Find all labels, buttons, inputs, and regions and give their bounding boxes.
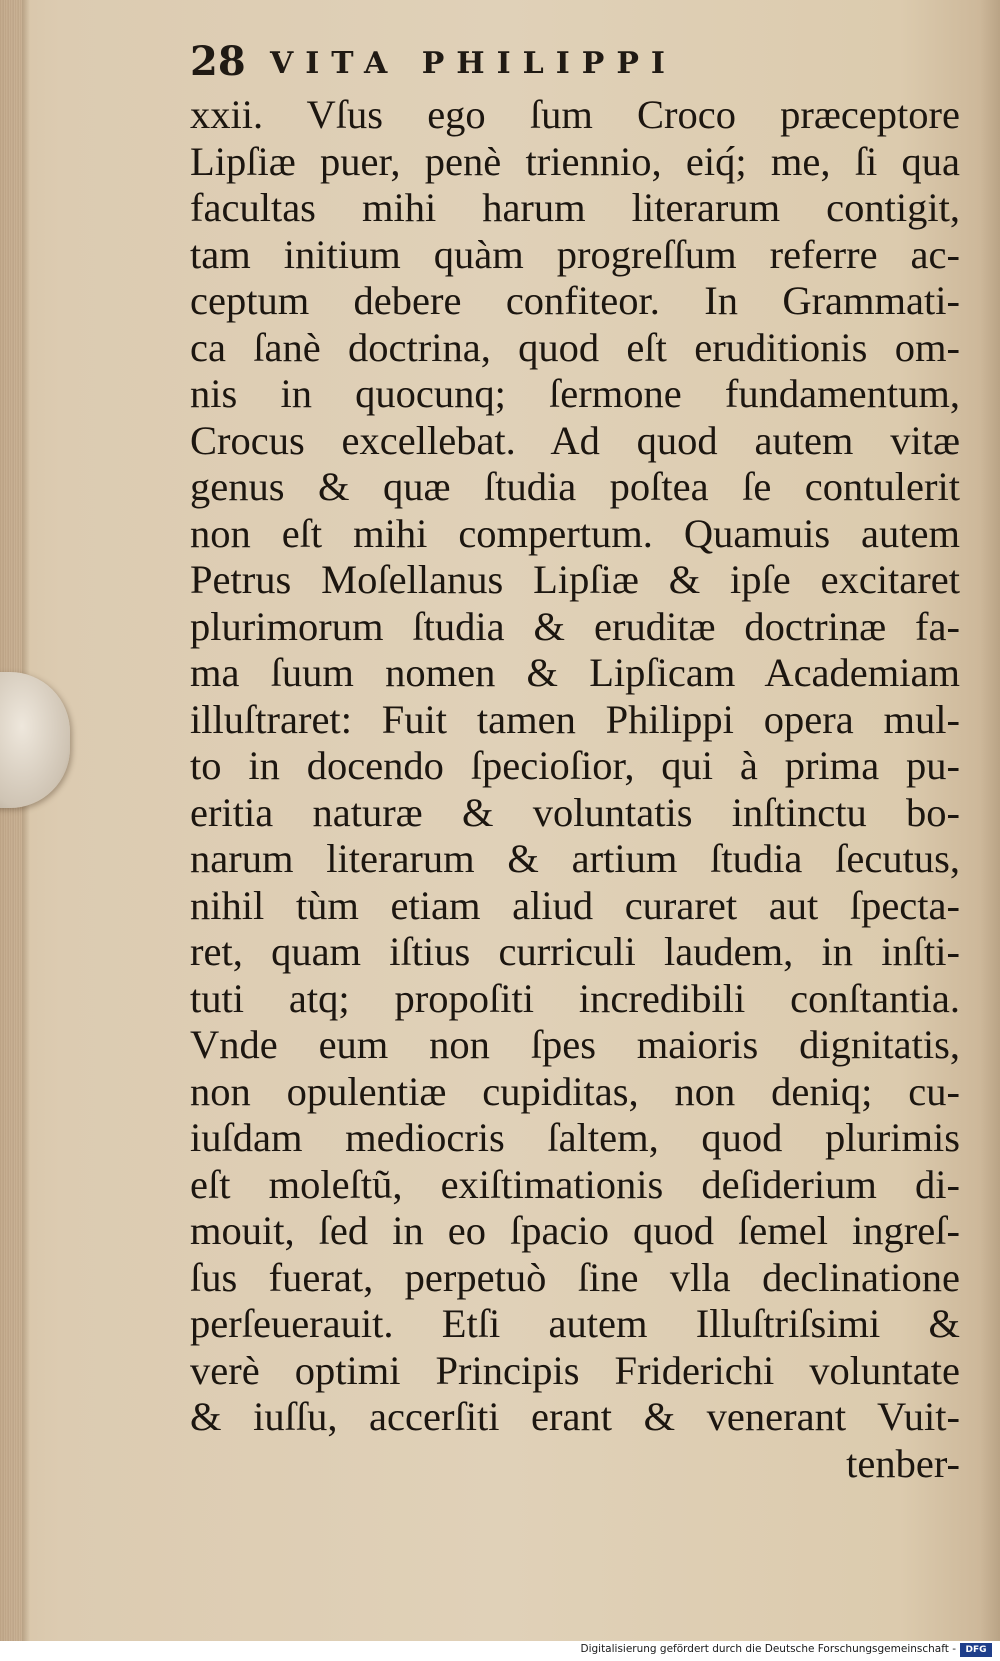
text-line: Vnde eum non ſpes maioris dignitatis, [190, 1022, 960, 1067]
text-line: nihil tùm etiam aliud curaret aut ſpecta- [190, 882, 960, 928]
text-line: Crocus excellebat. Ad quod autem vitæ [190, 417, 960, 463]
text-line: eſt moleſtũ, exiſtimationis deſiderium di- [190, 1161, 960, 1207]
text-line: eritia naturæ & voluntatis inſtinctu bo- [190, 789, 960, 835]
text-line: mouit, ſed in eo ſpacio quod ſemel ingreſ- [190, 1208, 960, 1253]
text-line: plurimorum ſtudia & eruditæ doctrinæ fa- [190, 603, 960, 649]
text-line: perſeuerauit. Etſi autem Illuſtriſsimi & [190, 1301, 960, 1346]
text-line: xxii. Vſus ego ſum Croco præceptore [190, 92, 960, 137]
text-line: nis in quocunq; ſermone fundamentum, [190, 371, 960, 416]
text-line: Lipſiæ puer, penè triennio, eiq́; me, ſi qua [190, 138, 960, 184]
text-line: illuſtraret: Fuit tamen Philippi opera mul- [190, 696, 960, 742]
text-line: non eſt mihi compertum. Quamuis autem [190, 510, 960, 556]
body-text [190, 92, 960, 1487]
dfg-logo: DFG [960, 1643, 992, 1657]
text-line: to in docendo ſpecioſior, qui à prima pu- [190, 743, 960, 788]
book-fore-edge [0, 0, 22, 1641]
edge-shadow [22, 0, 30, 1641]
catchword: tenber- [846, 1440, 960, 1486]
text-line: non opulentiæ cupiditas, non deniq; cu- [190, 1068, 960, 1114]
running-head: VITA PHILIPPI [270, 46, 677, 81]
text-line: tam initium quàm progreſſum referre ac- [190, 231, 960, 277]
text-line: & iuſſu, accerſiti erant & venerant Vuit- [190, 1394, 960, 1439]
text-line: ca ſanè doctrina, quod eſt eruditionis om- [190, 324, 960, 370]
page-number: 28 [190, 38, 246, 85]
text-line: Petrus Moſellanus Lipſiæ & ipſe excitaret [190, 557, 960, 602]
text-line: narum literarum & artium ſtudia ſecutus, [190, 836, 960, 881]
text-line: iuſdam mediocris ſaltem, quod plurimis [190, 1115, 960, 1160]
text-line: verè optimi Principis Friderichi voluntate [190, 1347, 960, 1393]
text-line: ma ſuum nomen & Lipſicam Academiam [190, 650, 960, 695]
text-line: genus & quæ ſtudia poſtea ſe contulerit [190, 464, 960, 509]
text-line: facultas mihi harum literarum contigit, [190, 185, 960, 230]
text-line: ceptum debere confiteor. In Grammati- [190, 278, 960, 323]
page-clip [0, 672, 70, 808]
footer-credit: Digitalisierung gefördert durch die Deutsche Forschungsgemeinschaft - [580, 1643, 956, 1655]
text-line: ſus fuerat, perpetuò ſine vlla declinatione [190, 1254, 960, 1300]
text-line: tuti atq; propoſiti incredibili conſtantia. [190, 975, 960, 1021]
text-line: ret, quam iſtius curriculi laudem, in inſti- [190, 929, 960, 974]
